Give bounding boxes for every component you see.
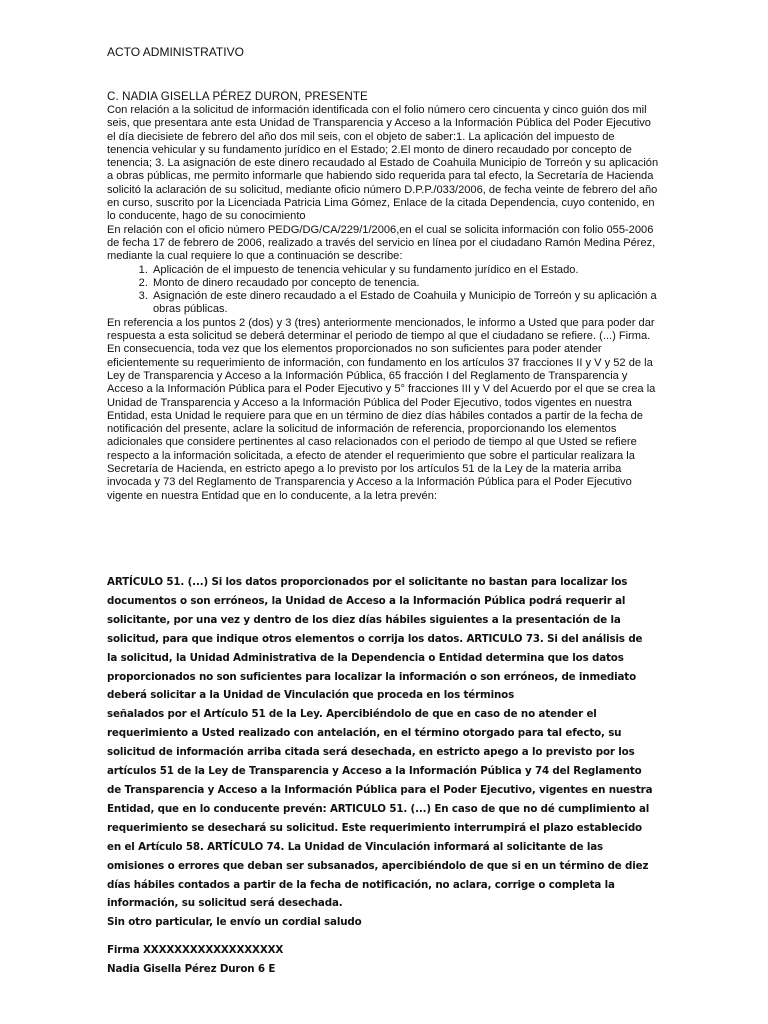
paragraph-consequence: En consecuencia, toda vez que los elementos proporcionados no son suficientes para poder atender eficientemente su requerimiento de información, con fundamento en los artículos 37 fracciones II y V y 52 de la Ley de Transparencia y Acceso a la Información Pública, 65 fracción I del Reglamento de Transparencia y Acceso a la Información Pública para el Poder Ejecutivo y 5° fracciones III y V del Acuerdo por el que se crea la Unidad de Transparencia y Acceso a la Información Pública del Poder Ejecutivo, todos vigentes en nuestra Entidad, esta Unidad le requiere para que en un término de diez días hábiles contados a partir de la fecha de notificación del presente, aclare la solicitud de información de referencia, proporcionando los elementos adicionales que considere pertinentes al caso relacionados con el periodo de tiempo al que Usted se refiere respecto a la información solicitada, a efecto de atender el requerimiento que sobre el particular realizara la Secretaría de Hacienda, en estricto apego a lo previsto por los artículos 51 de la Ley de la materia arriba invocada y 73 del Reglamento de Transparencia y Acceso a la Información Pública para el Poder Ejecutivo vigente en nuestra Entidad que en lo conducente, a la letra prevén: bbox=[107, 343, 656, 502]
addressee-line: C. NADIA GISELLA PÉREZ DURON, PRESENTE bbox=[107, 90, 368, 103]
paragraph-reference-points: En referencia a los puntos 2 (dos) y 3 (tres) anteriormente mencionados, le informo a Usted que para poder dar respuesta a esta solicitud se deberá determinar el periodo de tiempo al que el ciudadano se refiere. (...) Firma. bbox=[107, 316, 655, 343]
document-title: ACTO ADMINISTRATIVO bbox=[107, 45, 244, 59]
signature-block bbox=[107, 941, 283, 979]
list-item: 1. Aplicación de el impuesto de tenencia vehicular y su fundamento jurídico en el Estado. bbox=[151, 264, 659, 277]
articles-section bbox=[107, 573, 655, 932]
paragraph-official-letter: En relación con el oficio número PEDG/DG/CA/229/1/2006,en el cual se solicita información con folio 055-2006 de fecha 17 de febrero de 2006, realizado a través del servicio en línea por el ciudadano Ramón Medina Pérez, mediante la cual requiere lo que a continuación se describe: bbox=[107, 223, 656, 263]
paragraph-request-summary: Con relación a la solicitud de información identificada con el folio número cero cincuenta y cinco guión dos mil seis, que presentara ante esta Unidad de Transparencia y Acceso a la Información Pública del Poder Ejecutivo el día diecisiete de febrero del año dos mil seis, con el objeto de saber:1. La aplicación del impuesto de tenencia vehicular y su fundamento jurídico en el Estado; 2.El monto de dinero recaudado por concepto de tenencia; 3. La asignación de este dinero recaudado al Estado de Coahuila Municipio de Torreón y su aplicación a obras públicas, me permito informarle que habiendo sido requerida para tal efecto, la Secretaría de Hacienda solicitó la aclaración de su solicitud, mediante oficio número D.P.P./033/2006, de fecha veinte de febrero del año en curso, suscrito por la Licenciada Patricia Lima Gómez, Enlace de la citada Dependencia, cuyo contenido, en lo conducente, hago de su conocimiento bbox=[107, 104, 659, 223]
requested-items-list bbox=[107, 264, 659, 317]
articles-text-part1: ARTÍCULO 51. (...) Si los datos proporcionados por el solicitante no bastan para localizar los documentos o son erróneos, la Unidad de Acceso a la Información Pública podrá requerir al solicitante, por una vez y dentro de los diez días hábiles siguientes a la presentación de la solicitud, para que indique otros elementos o corrija los datos. ARTICULO 73. Si del análisis de la solicitud, la Unidad Administrativa de la Dependencia o Entidad determina que los datos proporcionados no son suficientes para localizar la información o son erróneos, de inmediato deberá solicitar a la Unidad de Vinculación que proceda en los términos bbox=[107, 576, 643, 702]
articles-text-part2: señalados por el Artículo 51 de la Ley. Apercibiéndolo de que en caso de no atender el requerimiento a Usted realizado con antelación, en el término otorgado para tal efecto, su solicitud de información arriba citada será desechada, en estricto apego a lo previsto por los artículos 51 de la Ley de Transparencia y Acceso a la Información Pública y 74 del Reglamento de Transparencia y Acceso a la Información Pública para el Poder Ejecutivo, vigentes en nuestra Entidad, que en lo conducente prevén: ARTICULO 51. (...) En caso de que no dé cumplimiento al requerimiento se desechará su solicitud. Este requerimiento interrumpirá el plazo establecido en el Artículo 58. ARTÍCULO 74. La Unidad de Vinculación informará al solicitante de las omisiones o errores que deban ser subsanados, apercibiéndolo de que si en un término de diez días hábiles contados a partir de la fecha de notificación, no aclara, corrige o completa la información, su solicitud será desechada. bbox=[107, 708, 653, 910]
list-item: 3. Asignación de este dinero recaudado a el Estado de Coahuila y Municipio de Torreón y su aplicación a obras públicas. bbox=[151, 290, 659, 317]
signature-line: Firma XXXXXXXXXXXXXXXXXX bbox=[107, 944, 284, 956]
list-item: 2. Monto de dinero recaudado por concepto de tenencia. bbox=[151, 277, 659, 290]
letter-body bbox=[107, 104, 659, 503]
closing-greeting: Sin otro particular, le envío un cordial saludo bbox=[107, 916, 362, 929]
signature-name: Nadia Gisella Pérez Duron 6 E bbox=[107, 962, 276, 975]
